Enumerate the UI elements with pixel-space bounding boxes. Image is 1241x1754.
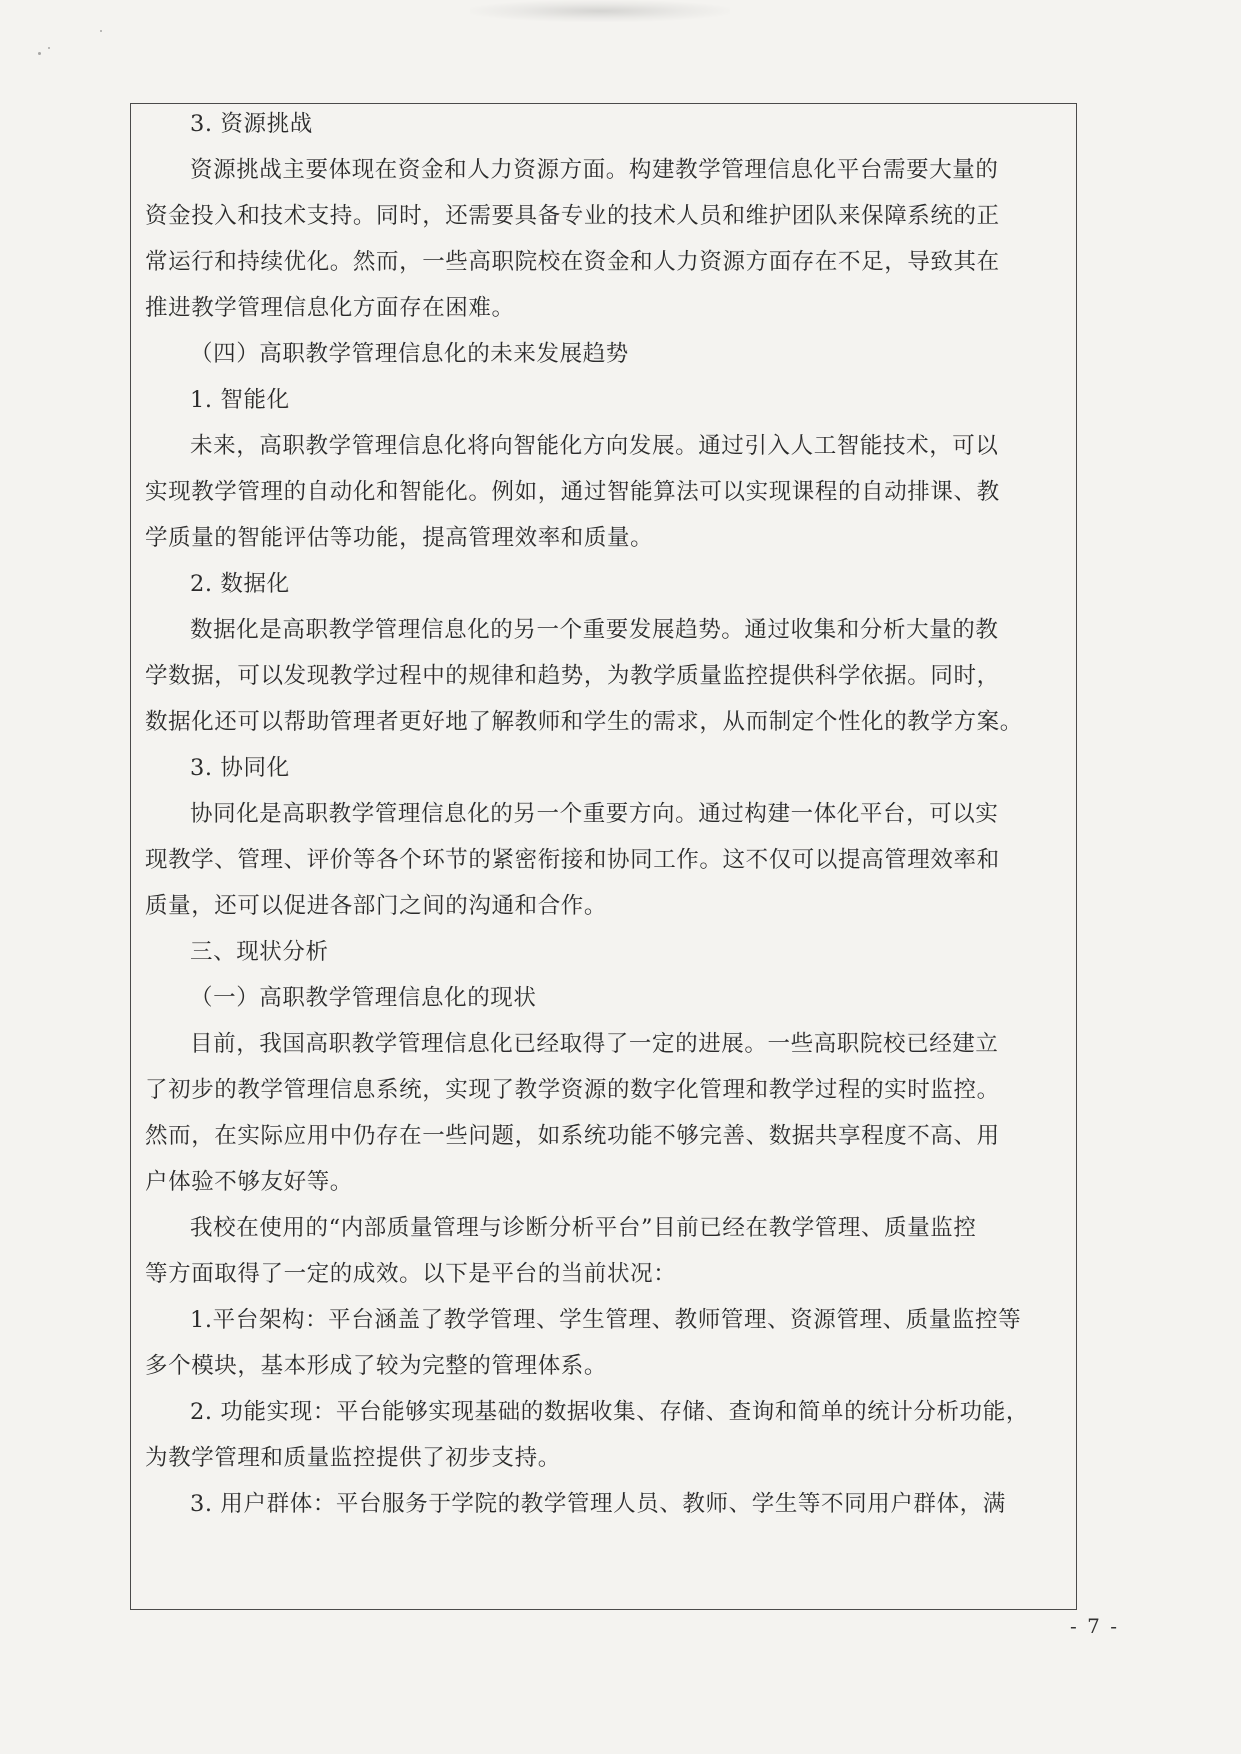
scan-smudge bbox=[470, 0, 730, 22]
section-heading: 1. 智能化 bbox=[190, 387, 290, 413]
paragraph-line: 协同化是高职教学管理信息化的另一个重要方向。通过构建一体化平台，可以实 bbox=[190, 801, 999, 827]
paragraph-line: 多个模块，基本形成了较为完整的管理体系。 bbox=[145, 1353, 608, 1379]
page-number: - 7 - bbox=[1070, 1614, 1119, 1638]
paragraph-line: 我校在使用的“内部质量管理与诊断分析平台”目前已经在教学管理、质量监控 bbox=[190, 1215, 977, 1241]
scan-speck bbox=[48, 47, 50, 49]
scan-speck bbox=[38, 52, 41, 55]
section-heading: 3. 资源挑战 bbox=[190, 111, 313, 137]
paragraph-line: 目前，我国高职教学管理信息化已经取得了一定的进展。一些高职院校已经建立 bbox=[190, 1031, 999, 1057]
paragraph-line: 为教学管理和质量监控提供了初步支持。 bbox=[145, 1445, 561, 1471]
paragraph-line: 质量，还可以促进各部门之间的沟通和合作。 bbox=[145, 893, 608, 919]
paragraph-line: 现教学、管理、评价等各个环节的紧密衔接和协同工作。这不仅可以提高管理效率和 bbox=[145, 847, 1000, 873]
paragraph-line: 学数据，可以发现教学过程中的规律和趋势，为教学质量监控提供科学依据。同时， bbox=[145, 663, 1000, 689]
document-body bbox=[145, 110, 1075, 1518]
section-heading: （四）高职教学管理信息化的未来发展趋势 bbox=[190, 341, 629, 367]
paragraph-line: 了初步的教学管理信息系统，实现了教学资源的数字化管理和教学过程的实时监控。 bbox=[145, 1077, 1000, 1103]
paragraph-line: 等方面取得了一定的成效。以下是平台的当前状况： bbox=[145, 1261, 677, 1287]
paragraph-line: 户体验不够友好等。 bbox=[145, 1169, 353, 1195]
paragraph-line: 3. 用户群体：平台服务于学院的教学管理人员、教师、学生等不同用户群体，满 bbox=[190, 1491, 1006, 1517]
paragraph-line: 1.平台架构：平台涵盖了教学管理、学生管理、教师管理、资源管理、质量监控等 bbox=[190, 1307, 1022, 1333]
paragraph-line: 然而，在实际应用中仍存在一些问题，如系统功能不够完善、数据共享程度不高、用 bbox=[145, 1123, 1000, 1149]
section-heading: （一）高职教学管理信息化的现状 bbox=[190, 985, 537, 1011]
scan-speck bbox=[100, 30, 102, 32]
section-heading: 三、现状分析 bbox=[190, 939, 329, 965]
paragraph-line: 未来，高职教学管理信息化将向智能化方向发展。通过引入人工智能技术，可以 bbox=[190, 433, 999, 459]
section-heading: 2. 数据化 bbox=[190, 571, 290, 597]
paragraph-line: 资源挑战主要体现在资金和人力资源方面。构建教学管理信息化平台需要大量的 bbox=[190, 157, 999, 183]
paragraph-line: 2. 功能实现：平台能够实现基础的数据收集、存储、查询和简单的统计分析功能， bbox=[190, 1399, 1029, 1425]
paragraph-line: 常运行和持续优化。然而，一些高职院校在资金和人力资源方面存在不足，导致其在 bbox=[145, 249, 1000, 275]
paragraph-line: 推进教学管理信息化方面存在困难。 bbox=[145, 295, 515, 321]
paragraph-line: 学质量的智能评估等功能，提高管理效率和质量。 bbox=[145, 525, 654, 551]
paragraph-line: 数据化是高职教学管理信息化的另一个重要发展趋势。通过收集和分析大量的教 bbox=[190, 617, 999, 643]
section-heading: 3. 协同化 bbox=[190, 755, 290, 781]
paragraph-line: 资金投入和技术支持。同时，还需要具备专业的技术人员和维护团队来保障系统的正 bbox=[145, 203, 1000, 229]
paragraph-line: 实现教学管理的自动化和智能化。例如，通过智能算法可以实现课程的自动排课、教 bbox=[145, 479, 1000, 505]
paragraph-line: 数据化还可以帮助管理者更好地了解教师和学生的需求，从而制定个性化的教学方案。 bbox=[145, 709, 1023, 735]
